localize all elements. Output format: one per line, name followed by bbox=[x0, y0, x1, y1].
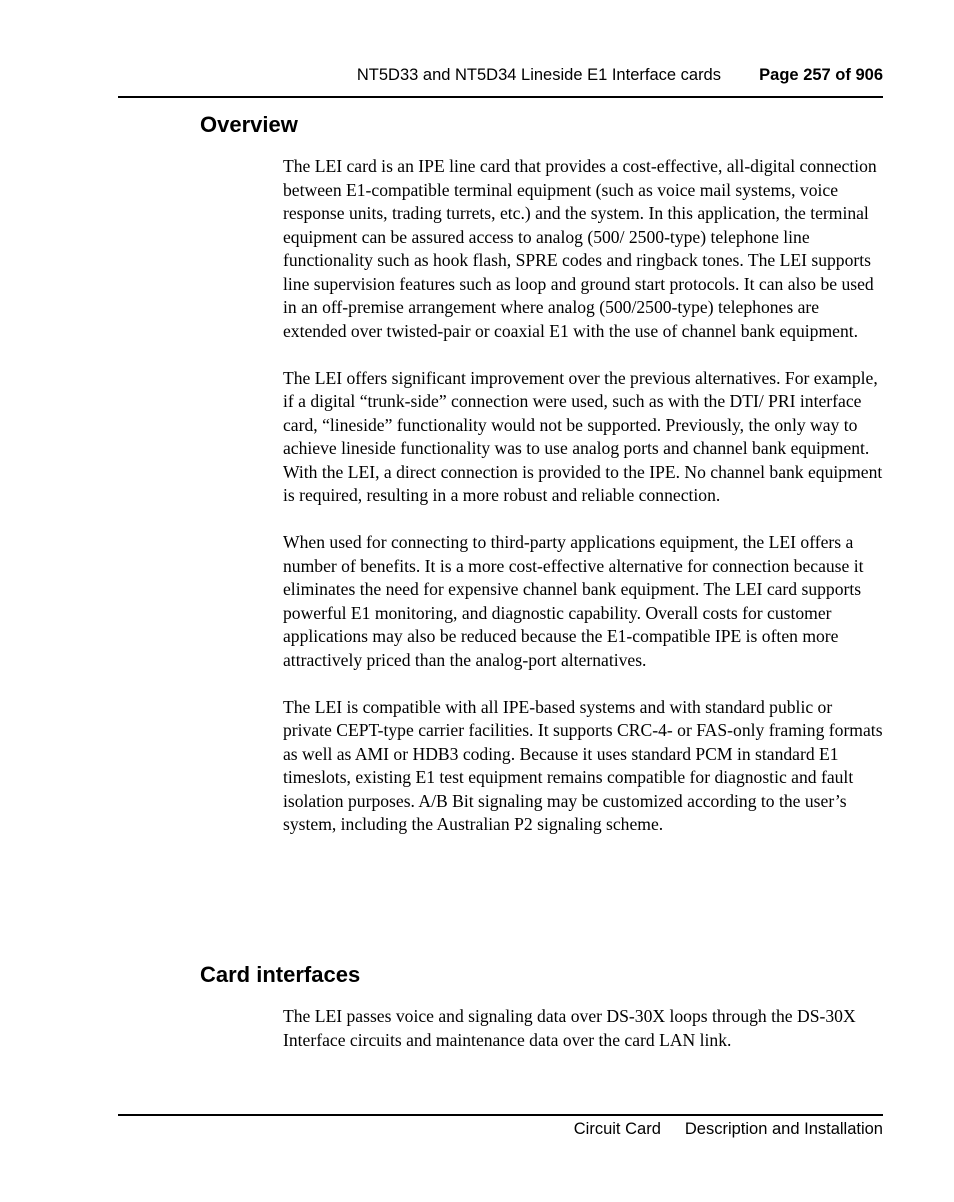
overview-body bbox=[283, 155, 885, 837]
section-heading-card-interfaces: Card interfaces bbox=[200, 962, 361, 987]
card-interfaces-body bbox=[283, 1005, 885, 1052]
document-title: NT5D33 and NT5D34 Lineside E1 Interface cards bbox=[356, 66, 721, 84]
paragraph: The LEI offers significant improvement over the previous alternatives. For example, if a digital “trunk-side” connection were used, such as with the DTI/ PRI interface card, “lineside” functionality would not be supported. Previously, the only way to achieve lineside functionality was to use analog ports and channel bank equipment. With the LEI, a direct connection is provided to the IPE. No channel bank equipment is required, resulting in a more robust and reliable connection. bbox=[283, 367, 883, 505]
paragraph: When used for connecting to third-party applications equipment, the LEI offers a number of benefits. It is a more cost-effective alternative for connection because it eliminates the need for expensive channel bank equipment. The LEI card supports powerful E1 monitoring, and diagnostic capability. Overall costs for customer applications may also be reduced because the E1-compatible IPE is often more attractively priced than the analog-port alternatives. bbox=[283, 532, 864, 670]
page-header bbox=[118, 64, 883, 98]
footer-book-title-part1: Circuit Card bbox=[573, 1120, 661, 1138]
paragraph: The LEI is compatible with all IPE-based systems and with standard public or private CEPT-type carrier facilities. It supports CRC-4- or FAS-only framing formats as well as AMI or HDB3 coding. Because it uses standard PCM in standard E1 timeslots, existing E1 test equipment remains compatible for diagnostic and fault isolation purposes. A/B Bit signaling may be customized according to the user’s system, including the Australian P2 signaling scheme. bbox=[283, 696, 883, 834]
page-number: Page 257 of 906 bbox=[759, 66, 883, 84]
section-heading-overview: Overview bbox=[200, 112, 298, 137]
paragraph: The LEI card is an IPE line card that provides a cost-effective, all-digital connection between E1-compatible terminal equipment (such as voice mail systems, voice response units, trading turrets, etc.) and the system. In this application, the terminal equipment can be assured access to analog (500/ 2500-type) telephone line functionality such as hook flash, SPRE codes and ringback tones. The LEI supports line supervision features such as loop and ground start protocols. It can also be used in an off-premise arrangement where analog (500/2500-type) telephones are extended over twisted-pair or coaxial E1 with the use of channel bank equipment. bbox=[283, 156, 877, 341]
footer-book-title-part2: Description and Installation bbox=[684, 1120, 883, 1138]
page-footer bbox=[118, 1114, 883, 1138]
paragraph: The LEI passes voice and signaling data over DS-30X loops through the DS-30X Interface circuits and maintenance data over the card LAN link. bbox=[283, 1006, 856, 1050]
